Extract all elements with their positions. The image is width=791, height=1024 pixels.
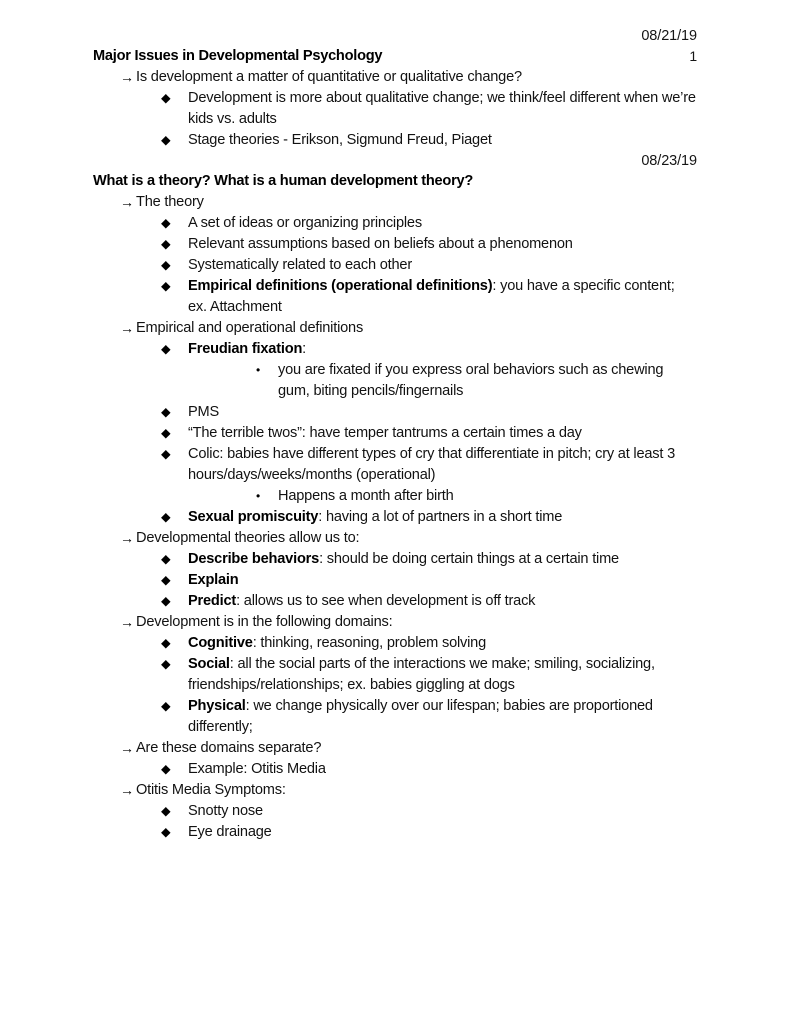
outline-item-level-2	[0, 213, 791, 234]
outline-item-level-2	[0, 759, 791, 780]
outline-item-level-2	[0, 822, 791, 843]
outline-item-term: Predict	[188, 593, 237, 609]
arrow-bullet-icon: →	[120, 614, 134, 630]
outline-item-text	[188, 633, 697, 654]
outline-item-level-1	[0, 738, 791, 759]
arrow-bullet-icon: →	[120, 740, 134, 756]
outline-item-level-2	[0, 507, 791, 528]
outline-item-level-2	[0, 444, 791, 486]
diamond-bullet-icon: ◆	[161, 405, 171, 419]
outline-item-text: “The terrible twos”: have temper tantrums a certain times a day	[188, 425, 582, 441]
outline-item-definition: : allows us to see when development is off track	[236, 593, 536, 609]
arrow-bullet-icon: →	[120, 194, 134, 210]
diamond-bullet-icon: ◆	[161, 258, 171, 272]
outline-item-text: Development is in the following domains:	[136, 614, 393, 630]
outline-item-text	[188, 549, 697, 570]
outline-item-text: PMS	[188, 404, 220, 420]
outline-item-term: Sexual promiscuity	[188, 509, 319, 525]
outline-item-level-1	[0, 780, 791, 801]
outline-item-text: Empirical and operational definitions	[136, 320, 364, 336]
outline-item-level-1	[0, 612, 791, 633]
outline-item-term: Describe behaviors	[188, 551, 320, 567]
outline-item-term: Explain	[188, 572, 239, 588]
arrow-bullet-icon: →	[120, 782, 134, 798]
outline-item-level-1	[0, 528, 791, 549]
diamond-bullet-icon: ◆	[161, 699, 171, 713]
outline-item-term: Empirical definitions (operational definitions)	[188, 278, 493, 294]
page-number: 1	[689, 48, 697, 64]
diamond-bullet-icon: ◆	[161, 133, 171, 147]
outline-item-text: you are fixated if you express oral behaviors such as chewing gum, biting pencils/fingernails	[278, 362, 664, 399]
section-heading: What is a theory? What is a human development theory?	[93, 173, 474, 189]
outline-item-definition: : all the social parts of the interactions we make; smiling, socializing, friendships/relationships; ex. babies giggling at dogs	[188, 656, 655, 693]
diamond-bullet-icon: ◆	[161, 573, 171, 587]
arrow-bullet-icon: →	[120, 69, 134, 85]
outline-item-term: Physical	[188, 698, 246, 714]
diamond-bullet-icon: ◆	[161, 594, 171, 608]
outline-item-text	[188, 339, 697, 360]
outline-item-text	[188, 696, 697, 738]
arrow-bullet-icon: →	[120, 530, 134, 546]
outline-item-text: Relevant assumptions based on beliefs about a phenomenon	[188, 236, 573, 252]
outline-item-text: Happens a month after birth	[278, 488, 454, 504]
diamond-bullet-icon: ◆	[161, 342, 171, 356]
outline-item-text: Otitis Media Symptoms:	[136, 782, 286, 798]
outline-item-level-2	[0, 255, 791, 276]
outline-item-text: Are these domains separate?	[136, 740, 322, 756]
diamond-bullet-icon: ◆	[161, 762, 171, 776]
outline-item-level-1	[0, 318, 791, 339]
diamond-bullet-icon: ◆	[161, 426, 171, 440]
outline-item-text: Stage theories - Erikson, Sigmund Freud, Piaget	[188, 132, 492, 148]
outline-item-text	[188, 507, 697, 528]
diamond-bullet-icon: ◆	[161, 91, 171, 105]
outline-item-definition: : you have a specific content; ex. Attachment	[188, 278, 675, 315]
outline-item-text: Is development a matter of quantitative or qualitative change?	[136, 69, 522, 85]
outline-item-text: A set of ideas or organizing principles	[188, 215, 422, 231]
outline-item-level-2	[0, 801, 791, 822]
outline-item-definition: :	[302, 341, 307, 357]
outline-item-level-2	[0, 633, 791, 654]
arrow-bullet-icon: →	[120, 320, 134, 336]
outline-item-text: The theory	[136, 194, 204, 210]
outline-item-level-2	[0, 339, 791, 360]
diamond-bullet-icon: ◆	[161, 216, 171, 230]
section-heading: Major Issues in Developmental Psychology	[93, 48, 383, 64]
dot-bullet-icon: •	[256, 363, 261, 377]
outline-item-level-1	[0, 67, 791, 88]
outline-item-text	[188, 591, 697, 612]
diamond-bullet-icon: ◆	[161, 237, 171, 251]
diamond-bullet-icon: ◆	[161, 636, 171, 650]
dot-bullet-icon: •	[256, 489, 261, 503]
outline-item-text	[188, 570, 697, 591]
outline-item-level-3	[0, 486, 791, 507]
outline-item-text: Developmental theories allow us to:	[136, 530, 360, 546]
outline-item-level-1	[0, 192, 791, 213]
outline-item-text: Colic: babies have different types of cry that differentiate in pitch; cry at least 3 hours/days/weeks/months (operational)	[188, 446, 676, 483]
date-stamp: 08/21/19	[641, 28, 697, 44]
outline-item-level-3	[0, 360, 791, 402]
outline-item-definition: : having a lot of partners in a short time	[318, 509, 563, 525]
outline-item-text: Snotty nose	[188, 803, 263, 819]
diamond-bullet-icon: ◆	[161, 804, 171, 818]
outline-item-level-2	[0, 696, 791, 738]
outline-item-level-2	[0, 130, 791, 151]
diamond-bullet-icon: ◆	[161, 279, 171, 293]
diamond-bullet-icon: ◆	[161, 825, 171, 839]
outline-item-term: Cognitive	[188, 635, 253, 651]
outline-item-text: Systematically related to each other	[188, 257, 412, 273]
outline-item-term: Social	[188, 656, 230, 672]
outline-item-text: Development is more about qualitative change; we think/feel different when we’re kids vs. adults	[188, 90, 696, 127]
outline-item-text	[188, 276, 697, 318]
top-spacer	[0, 0, 791, 26]
outline-item-text: Example: Otitis Media	[188, 761, 326, 777]
outline-item-level-2	[0, 402, 791, 423]
outline-item-definition: : should be doing certain things at a certain time	[319, 551, 619, 567]
outline-item-definition: : thinking, reasoning, problem solving	[252, 635, 487, 651]
outline-item-level-2	[0, 591, 791, 612]
outline-item-text	[188, 654, 697, 696]
date-stamp: 08/23/19	[641, 153, 697, 169]
outline-item-level-2	[0, 276, 791, 318]
outline-item-level-2	[0, 423, 791, 444]
diamond-bullet-icon: ◆	[161, 447, 171, 461]
outline-item-text: Eye drainage	[188, 824, 272, 840]
outline-item-level-2	[0, 549, 791, 570]
outline-item-term: Freudian fixation	[188, 341, 303, 357]
outline-item-level-2	[0, 234, 791, 255]
diamond-bullet-icon: ◆	[161, 552, 171, 566]
outline-item-definition: : we change physically over our lifespan; babies are proportioned differently;	[188, 698, 653, 735]
diamond-bullet-icon: ◆	[161, 657, 171, 671]
outline-item-level-2	[0, 570, 791, 591]
diamond-bullet-icon: ◆	[161, 510, 171, 524]
outline-item-level-2	[0, 654, 791, 696]
outline-item-level-2	[0, 88, 791, 130]
